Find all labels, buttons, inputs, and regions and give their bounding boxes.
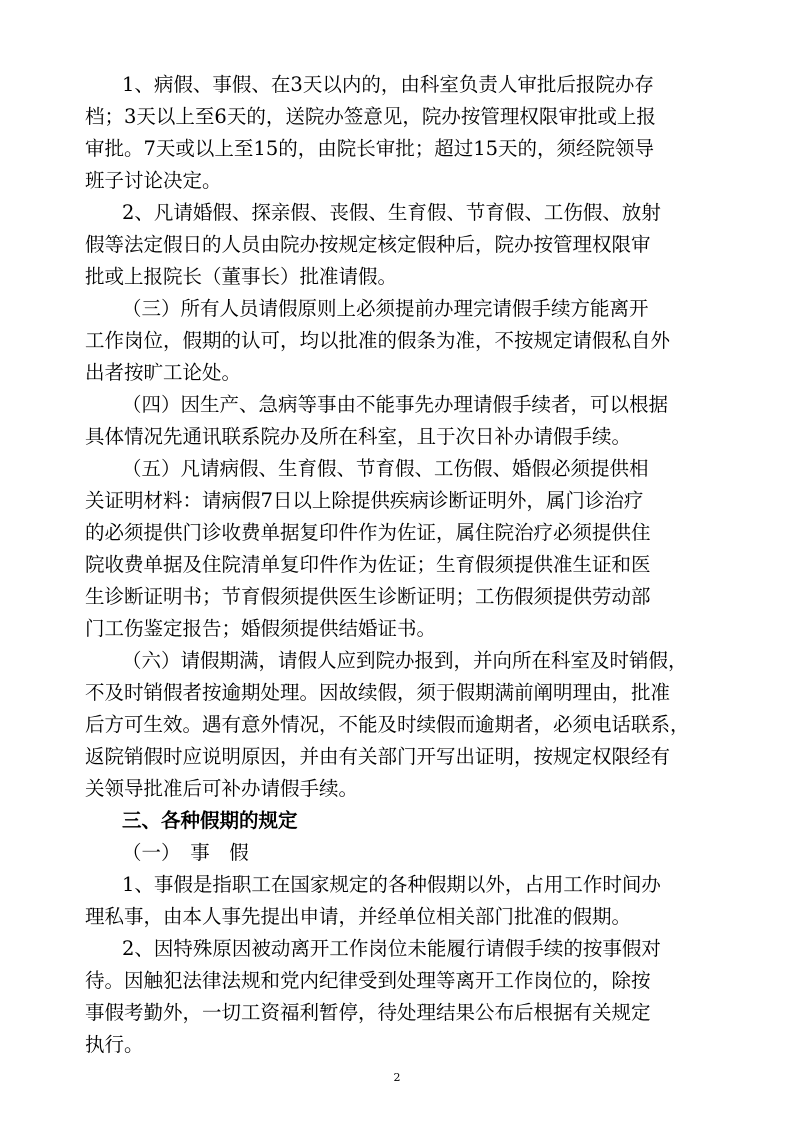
text-line	[0, 422, 794, 452]
text-line	[0, 550, 794, 580]
text-line	[0, 774, 794, 804]
line-text: 1、事假是指职工在国家规定的各种假期以外，占用工作时间办	[122, 873, 661, 896]
text-line	[0, 902, 794, 932]
text-line	[0, 358, 794, 388]
text-line	[0, 934, 794, 964]
line-text: 出者按旷工论处。	[85, 361, 242, 384]
line-text: 关领导批准后可补办请假手续。	[85, 777, 359, 800]
text-line	[0, 262, 794, 292]
text-line	[0, 998, 794, 1028]
subsection-heading	[0, 838, 794, 868]
line-text: 审批。7天或以上至15的，由院长审批；超过15天的，须经院领导	[85, 137, 655, 160]
text-line	[0, 70, 794, 100]
text-line	[0, 614, 794, 644]
line-text: 生诊断证明书；节育假须提供医生诊断证明；工伤假须提供劳动部	[85, 585, 651, 608]
text-line	[0, 1030, 794, 1060]
text-line	[0, 294, 794, 324]
text-line	[0, 742, 794, 772]
line-text: 工作岗位，假期的认可，均以批准的假条为准，不按规定请假私自外	[85, 329, 671, 352]
line-text: 班子讨论决定。	[85, 169, 222, 192]
line-text: 关证明材料：请病假7日以上除提供疾病诊断证明外，属门诊治疗	[85, 489, 644, 512]
text-line	[0, 678, 794, 708]
line-text: （四）因生产、急病等事由不能事先办理请假手续者，可以根据	[122, 393, 669, 416]
line-text: 2、凡请婚假、探亲假、丧假、生育假、节育假、工伤假、放射	[122, 201, 661, 224]
line-text: （六）请假期满，请假人应到院办报到，并向所在科室及时销假，	[122, 649, 688, 672]
page-number: 2	[393, 1071, 401, 1084]
text-line	[0, 870, 794, 900]
text-line	[0, 166, 794, 196]
text-line	[0, 198, 794, 228]
text-line	[0, 390, 794, 420]
line-text: 具体情况先通讯联系院办及所在科室，且于次日补办请假手续。	[85, 425, 632, 448]
line-text: 2、因特殊原因被动离开工作岗位未能履行请假手续的按事假对	[122, 937, 661, 960]
text-line	[0, 102, 794, 132]
subsection-heading-text: （一） 事 假	[122, 841, 249, 864]
section-heading-text: 三、各种假期的规定	[122, 809, 298, 832]
line-text: 待。因触犯法律法规和党内纪律受到处理等离开工作岗位的，除按	[85, 969, 651, 992]
section-heading	[0, 806, 794, 836]
line-text: 理私事，由本人事先提出申请，并经单位相关部门批准的假期。	[85, 905, 632, 928]
line-text: 门工伤鉴定报告；婚假须提供结婚证书。	[85, 617, 437, 640]
text-line	[0, 230, 794, 260]
text-line	[0, 326, 794, 356]
line-text: 院收费单据及住院清单复印件作为佐证；生育假须提供准生证和医	[85, 553, 651, 576]
line-text: 返院销假时应说明原因，并由有关部门开写出证明，按规定权限经有	[85, 745, 671, 768]
line-text: 事假考勤外，一切工资福利暂停，待处理结果公布后根据有关规定	[85, 1001, 651, 1024]
line-text: 执行。	[85, 1033, 144, 1056]
line-text: 后方可生效。遇有意外情况，不能及时续假而逾期者，必须电话联系，	[85, 713, 690, 736]
line-text: 不及时销假者按逾期处理。因故续假，须于假期满前阐明理由，批准	[85, 681, 671, 704]
line-text: 1、病假、事假、在3天以内的，由科室负责人审批后报院办存	[122, 73, 654, 96]
line-text: 的必须提供门诊收费单据复印件作为佐证，属住院治疗必须提供住	[85, 521, 651, 544]
line-text: 批或上报院长（董事长）批准请假。	[85, 265, 398, 288]
line-text: 档；3天以上至6天的，送院办签意见，院办按管理权限审批或上报	[85, 105, 656, 128]
text-line	[0, 646, 794, 676]
text-line	[0, 486, 794, 516]
line-text: （三）所有人员请假原则上必须提前办理完请假手续方能离开	[122, 297, 649, 320]
text-line	[0, 966, 794, 996]
text-line	[0, 582, 794, 612]
line-text: （五）凡请病假、生育假、节育假、工伤假、婚假必须提供相	[122, 457, 649, 480]
text-line	[0, 454, 794, 484]
text-line	[0, 134, 794, 164]
text-line	[0, 518, 794, 548]
text-line	[0, 710, 794, 740]
line-text: 假等法定假日的人员由院办按规定核定假种后，院办按管理权限审	[85, 233, 651, 256]
